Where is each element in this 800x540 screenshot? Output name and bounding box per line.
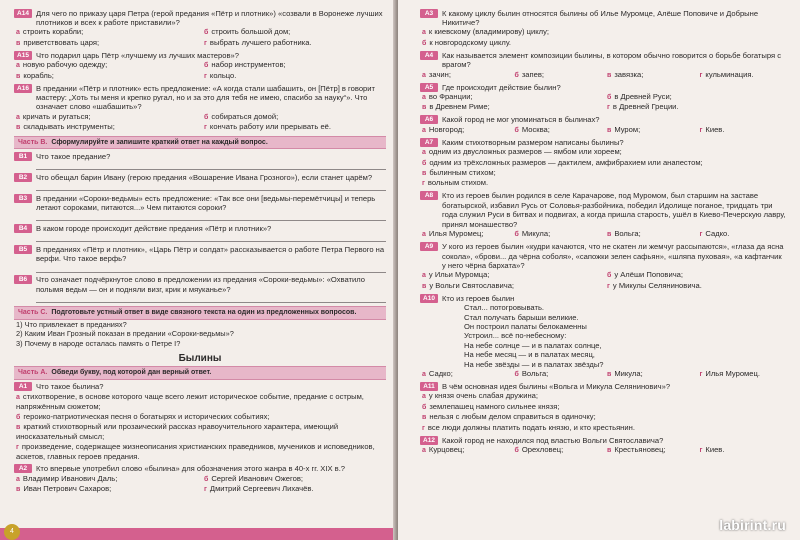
option[interactable]: б одним из трёхсложных размеров — дактилем, амфибрахием или анапестом; <box>422 157 703 167</box>
question-text: К какому циклу былин относятся былины об Илье Муромце, Алёше Поповиче и Добрыне Никитиче? <box>442 8 759 27</box>
question-a4 <box>420 51 786 70</box>
option[interactable]: а Новгород; <box>422 124 465 134</box>
option[interactable]: г в Древней Греции. <box>607 102 679 112</box>
question-text: Кто из героев былин <box>442 293 515 303</box>
question-text: В предании «Пётр и плотник» есть предложение: «А когда стали шабашить, он [Пётр] в говорит мастеру: „Хоть ты меня и крепко ругал, но и за это для тебя не имею, спасибо за науку“». Что означает слово «шабашить»? <box>36 83 375 112</box>
poem-line: Он построил палаты белокаменны <box>464 321 587 331</box>
option[interactable]: а Садко; <box>422 368 453 378</box>
option[interactable]: б строить большой дом; <box>204 27 291 37</box>
question-number: A16 <box>14 84 32 93</box>
options <box>14 474 386 495</box>
question-a8 <box>420 191 786 229</box>
question-number: A12 <box>420 436 438 445</box>
option[interactable]: г выбрать лучшего работника. <box>204 37 312 47</box>
question-number: A6 <box>420 115 438 124</box>
option[interactable]: а строить корабли; <box>16 27 84 37</box>
answer-line[interactable] <box>36 265 386 273</box>
question-a3 <box>420 9 786 28</box>
option[interactable]: г Дмитрий Сергеевич Лихачёв. <box>204 483 314 493</box>
option[interactable]: в в Древнем Риме; <box>422 102 490 112</box>
poem-line: Устроил... всё по-небесному: <box>464 331 567 341</box>
options <box>420 92 786 113</box>
option[interactable]: г Киев. <box>699 124 725 134</box>
question-b6 <box>14 275 386 294</box>
question-number: A4 <box>420 51 438 60</box>
options <box>420 369 786 379</box>
question-a1 <box>14 382 386 391</box>
option[interactable]: в Муром; <box>607 124 641 134</box>
option[interactable]: а одним из двусложных размеров — ямбом или хореем; <box>422 147 622 157</box>
question-number: B6 <box>14 275 32 284</box>
question-text: Где происходит действие былин? <box>442 82 561 92</box>
option[interactable]: в Вольга; <box>607 229 641 239</box>
options <box>14 112 386 133</box>
question-text: Для чего по приказу царя Петра (герой предания «Пётр и плотник») «созвали в Воронеже лучших плотников и всех к работе приставили»? <box>36 8 383 27</box>
option[interactable]: б у Алёши Поповича; <box>607 270 683 280</box>
option[interactable]: б набор инструментов; <box>204 60 286 70</box>
option[interactable]: в завязка; <box>607 69 644 79</box>
question-text: У кого из героев былин «кудри качаются, что не скатен ли жемчуг рассыпаются», «глаза да ясна сокола», «брови... да чёрна соболя», «сапожки зелен сафьян», «шляпа пуховая», «а кафтанчик у него чёрна бархата»? <box>442 242 784 270</box>
option[interactable]: г Киев. <box>699 445 725 454</box>
option[interactable]: г у Микулы Селяниновича. <box>607 280 702 290</box>
option[interactable]: в корабль; <box>16 70 54 80</box>
option[interactable]: а новую рабочую одежду; <box>16 60 108 70</box>
option[interactable]: в краткий стихотворный или прозаический рассказ нравоучительного характера, имеющий иносказательный смысл; <box>16 421 339 442</box>
left-page <box>0 0 396 540</box>
option[interactable]: б Сергей Иванович Ожегов; <box>204 473 304 483</box>
question-number: A10 <box>420 294 438 303</box>
question-a7 <box>420 138 786 147</box>
question-number: B2 <box>14 173 32 182</box>
question-number: A15 <box>14 51 32 60</box>
poem-line: На небе солнце — и в палатах солнце, <box>464 340 602 350</box>
question-text: Каким стихотворным размером написаны былины? <box>442 137 624 147</box>
question-text: Что обещал барин Ивану (герою предания «Вошарение Ивана Грозного»), если станет царём? <box>36 172 373 182</box>
option[interactable]: а у князя очень слабая дружина; <box>422 391 539 401</box>
question-number: B3 <box>14 194 32 203</box>
question-text: Какой город не находился под властью Вольги Святославича? <box>442 435 664 445</box>
question-number: A7 <box>420 138 438 147</box>
option[interactable]: в Иван Петрович Сахаров; <box>16 483 112 493</box>
question-a12 <box>420 436 786 445</box>
question-a14 <box>14 9 386 28</box>
option[interactable]: а кричать и ругаться; <box>16 111 91 121</box>
question-text: Что подарил царь Пётр «лучшему из лучших мастеров»? <box>36 50 239 60</box>
answer-line[interactable] <box>36 234 386 242</box>
question-text: Что такое предание? <box>36 151 111 161</box>
question-b2 <box>14 173 386 182</box>
option[interactable]: в у Вольги Святославича; <box>422 280 515 290</box>
option[interactable]: б Москва; <box>514 124 550 134</box>
question-b3 <box>14 194 386 213</box>
question-b5 <box>14 245 386 264</box>
option[interactable]: а зачин; <box>422 69 451 79</box>
page-number: 4 <box>4 524 20 540</box>
answer-line[interactable] <box>36 183 386 191</box>
question-text: В каком городе происходит действие предания «Пётр и плотник»? <box>36 224 272 234</box>
question-text: Что такое былина? <box>36 382 104 392</box>
options <box>420 270 786 291</box>
options <box>420 147 786 189</box>
section-title: Былины <box>178 352 222 364</box>
option[interactable]: б в Древней Руси; <box>607 92 672 102</box>
page-footer-band <box>0 528 396 540</box>
options <box>420 70 786 80</box>
option[interactable]: в былинным стихом; <box>422 168 496 178</box>
part-a-header: Часть A. Обведи букву, под которой дан верный ответ. <box>14 366 386 379</box>
question-a9 <box>420 242 786 270</box>
option[interactable]: а во Франции; <box>422 92 473 102</box>
question-text: Что означает подчёркнутое слово в предложении из предания «Сороки-ведьмы»: «Охватило полымя ведьм — он и подняли визг, крик и мяуканье»? <box>36 275 366 294</box>
options <box>420 391 786 433</box>
poem-line: Стал... потогровывать. <box>464 303 545 313</box>
question-a6 <box>420 115 786 124</box>
question-number: A2 <box>14 464 32 473</box>
question-text: В предании «Сороки-ведьмы» есть предложение: «Так все они [ведьмы-перемётчицы] и теперь летают сороками, питаются...» Чем питаются сороки? <box>36 193 376 213</box>
question-a11 <box>420 382 786 391</box>
question-text: Кто впервые употребил слово «былина» для обозначения этого жанра в 40-х гг. XIX в.? <box>36 464 346 474</box>
option[interactable]: г кульминация. <box>699 69 754 79</box>
option[interactable]: в складывать инструменты; <box>16 122 115 132</box>
option[interactable]: б Вольга; <box>514 368 549 378</box>
options <box>420 125 786 135</box>
question-text: В чём основная идея былины «Вольга и Микула Селянинович»? <box>442 381 671 391</box>
oral-question: 3) Почему в народе осталась память о Петре I? <box>16 338 181 348</box>
question-number: A14 <box>14 9 32 18</box>
right-page <box>398 0 800 540</box>
option[interactable]: в Крестьяновец; <box>607 445 666 454</box>
question-a10 <box>420 294 786 303</box>
options <box>14 60 386 81</box>
option[interactable]: г кончать работу или прерывать её. <box>204 122 331 132</box>
question-a2 <box>14 464 386 473</box>
question-b1 <box>14 152 386 161</box>
option[interactable]: г кольцо. <box>204 70 237 80</box>
oral-question: 1) Что привлекает в преданиях? <box>16 319 127 329</box>
options <box>420 27 786 48</box>
options <box>14 27 386 48</box>
poem-line: На небе месяц — и в палатах месяц, <box>464 350 595 360</box>
question-number: A1 <box>14 382 32 391</box>
part-b-header: Часть B. Сформулируйте и запишите краткий ответ на каждый вопрос. <box>14 136 386 149</box>
option[interactable]: г все люди должны платить подать князю, и кто крестьянин. <box>422 422 635 432</box>
poem-line: На небе звёзды — и в палатах звёзды? <box>464 359 604 369</box>
option[interactable]: в Микула; <box>607 368 643 378</box>
option[interactable]: б собираться домой; <box>204 111 279 121</box>
question-number: B1 <box>14 152 32 161</box>
option[interactable]: б героико-патриотическая песня о богатырях и исторических событиях; <box>16 411 270 421</box>
option[interactable]: б к новгородскому циклу. <box>422 37 511 47</box>
option[interactable]: в нельзя с любым делом справиться в одиночку; <box>422 412 596 422</box>
option[interactable]: б Микула; <box>514 229 551 239</box>
question-b4 <box>14 224 386 233</box>
question-a5 <box>420 83 786 92</box>
option[interactable]: а Курцовец; <box>422 445 465 454</box>
question-a16 <box>14 84 386 112</box>
question-number: A8 <box>420 191 438 200</box>
question-text: Какой город не мог упоминаться в былинах? <box>442 115 600 125</box>
option[interactable]: г Садко. <box>699 229 730 239</box>
question-number: A11 <box>420 382 438 391</box>
options <box>420 445 786 455</box>
question-number: A9 <box>420 242 438 251</box>
question-number: B5 <box>14 245 32 254</box>
option[interactable]: а Илья Муромец; <box>422 229 484 239</box>
answer-line[interactable] <box>36 295 386 303</box>
oral-question: 2) Каким Иван Грозный показан в предании «Сороки-ведьмы»? <box>16 329 234 339</box>
answer-line[interactable] <box>36 162 386 170</box>
question-number: A5 <box>420 83 438 92</box>
option[interactable]: а к киевскому (владимирову) циклу; <box>422 27 549 37</box>
question-number: A3 <box>420 9 438 18</box>
option[interactable]: б запев; <box>514 69 545 79</box>
answer-line[interactable] <box>36 213 386 221</box>
question-text: Как называется элемент композиции былины, в котором обычно говорится о борьбе богатыря с врагом? <box>442 50 782 70</box>
option[interactable]: б Орехловец; <box>514 445 564 454</box>
question-text: В преданиях «Пётр и плотник», «Царь Пётр и солдат» рассказывается о работе Петра Первого на верфи. Что такое верфь? <box>36 245 385 264</box>
option[interactable]: в приветствовать царя; <box>16 37 100 47</box>
option[interactable]: а Владимир Иванович Даль; <box>16 473 118 483</box>
options <box>420 229 786 239</box>
part-c-header: Часть C. Подготовьте устный ответ в виде связного текста на один из предложенных вопросов. <box>14 306 386 319</box>
poem-quote <box>420 303 786 369</box>
option[interactable]: г произведение, содержащее жизнеописания христианских праведников, мучеников и исповедников, аскетов, главных героев предания. <box>16 441 375 462</box>
option[interactable]: а у Ильи Муромца; <box>422 270 490 280</box>
option[interactable]: а стихотворение, в основе которого чаще всего лежит историческое событие, предание с острым, напряжённым сюжетом; <box>16 391 364 412</box>
watermark: labirint.ru <box>719 516 786 533</box>
poem-line: Стал получать барыши великие. <box>464 312 579 322</box>
options <box>14 392 386 462</box>
question-a15 <box>14 51 386 60</box>
question-number: B4 <box>14 224 32 233</box>
option[interactable]: б землепашец намного сильнее князя; <box>422 401 560 411</box>
option[interactable]: г вольным стихом. <box>422 178 489 188</box>
question-text: Кто из героев былин родился в селе Карачарове, под Муромом, был старшим на заставе богатырской, избавил Русь от Соловья-разбойника, победил Идолище поганое, тридцать три года служил Руси в битвах и подвигах, а когда пришла старость, ушёл в Киево-Печерскую лавру, принял монашество? <box>442 191 786 229</box>
option[interactable]: г Илья Муромец. <box>699 368 760 378</box>
